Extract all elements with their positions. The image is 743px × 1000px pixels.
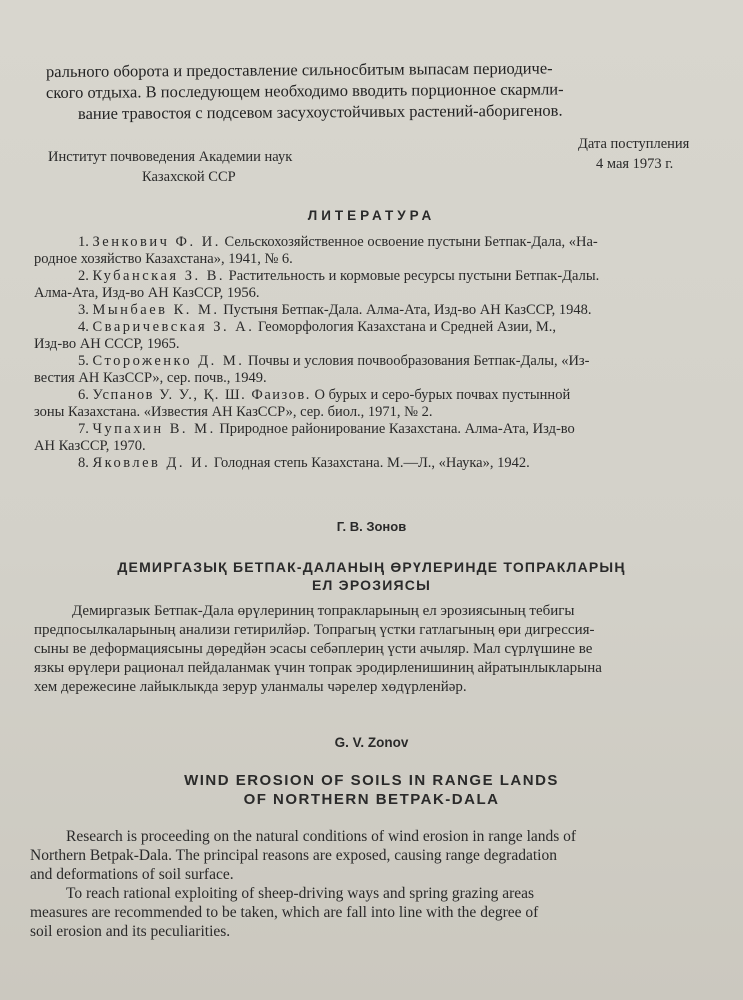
english-abstract-line-2: Northern Betpak-Dala. The principal reasons are exposed, causing range degradation bbox=[30, 847, 557, 864]
reference-author: Успанов У. У., Қ. Ш. Фаизов. bbox=[92, 387, 311, 403]
reference-8-line-1 bbox=[78, 455, 530, 472]
reference-number: 1. bbox=[78, 234, 89, 250]
reference-7-line-2: АН КазССР, 1970. bbox=[34, 438, 146, 454]
reference-text: Голодная степь Казахстана. М.—Л., «Наука», 1942. bbox=[213, 455, 530, 471]
english-abstract-line-4: To reach rational exploiting of sheep-driving ways and spring grazing areas bbox=[66, 885, 535, 902]
reference-1-line-1 bbox=[78, 234, 598, 251]
turkmen-abstract-line-3: сыны ве деформациясыны дөредйән эсасы себәплериң үсти ачыляр. Мал сүрлүшине ве bbox=[34, 641, 593, 657]
reference-number: 8. bbox=[78, 455, 89, 471]
reference-number: 7. bbox=[78, 421, 89, 437]
reference-number: 5. bbox=[78, 353, 89, 369]
reference-text: Природное районирование Казахстана. Алма-Ата, Изд-во bbox=[219, 421, 575, 437]
turkmen-abstract-line-4: язкы өрүлери рационал пейдаланмак үчин топрак эродирленишиниң айратынлыкларына bbox=[34, 660, 602, 676]
reference-6-line-1 bbox=[78, 387, 570, 404]
reference-text: Растительность и кормовые ресурсы пустыни Бетпак-Далы. bbox=[228, 268, 600, 284]
english-abstract-line-6: soil erosion and its peculiarities. bbox=[30, 923, 231, 940]
reference-text: Геоморфология Казахстана и Средней Азии, М., bbox=[258, 319, 557, 335]
reference-author: Яковлев Д. И. bbox=[92, 455, 211, 471]
reference-text: Почвы и условия почвообразования Бетпак-Далы, «Из- bbox=[248, 353, 590, 369]
intro-line-3: вание травостоя с подсевом засухоустойчивых растений-аборигенов. bbox=[77, 100, 563, 123]
reference-5-line-2: вестия АН КазССР», сер. почв., 1949. bbox=[34, 370, 267, 386]
turkmen-abstract-line-1: Демиргазык Бетпак-Дала өрүлериниң топракларының ел эрозиясының тебигы bbox=[72, 603, 575, 619]
received-date: 4 мая 1973 г. bbox=[596, 156, 674, 172]
turkmen-author: Г. В. Зонов bbox=[336, 519, 407, 534]
received-label: Дата поступления bbox=[578, 136, 690, 152]
english-abstract-line-3: and deformations of soil surface. bbox=[30, 866, 234, 883]
literature-heading: ЛИТЕРАТУРА bbox=[307, 208, 436, 223]
reference-author: Зенкович Ф. И. bbox=[92, 234, 221, 250]
reference-number: 6. bbox=[78, 387, 89, 403]
reference-author: Мынбаев К. М. bbox=[92, 302, 220, 318]
reference-3-line-1 bbox=[78, 302, 591, 319]
reference-author: Стороженко Д. М. bbox=[92, 353, 245, 369]
affiliation-line-2: Казахской ССР bbox=[142, 169, 236, 185]
reference-5-line-1 bbox=[78, 353, 590, 370]
reference-number: 2. bbox=[78, 268, 89, 284]
reference-6-line-2: зоны Казахстана. «Известия АН КазССР», сер. биол., 1971, № 2. bbox=[34, 404, 433, 420]
reference-text: Сельскохозяйственное освоение пустыни Бетпак-Дала, «На- bbox=[224, 234, 598, 250]
reference-4-line-2: Изд-во АН СССР, 1965. bbox=[34, 336, 180, 352]
english-author: G. V. Zonov bbox=[334, 735, 409, 750]
english-title-line-1: WIND EROSION OF SOILS IN RANGE LANDS bbox=[184, 772, 559, 789]
english-abstract-line-5: measures are recommended to be taken, which are fall into line with the degree of bbox=[30, 904, 539, 921]
intro-line-2: ского отдыха. В последующем необходимо вводить порционное скармли- bbox=[45, 79, 564, 102]
turkmen-abstract-line-5: хем дережесине лайыклыкда зерур уланмалы чәрелер хөдүрленйәр. bbox=[34, 679, 467, 695]
reference-number: 3. bbox=[78, 302, 89, 318]
reference-2-line-2: Алма-Ата, Изд-во АН КазССР, 1956. bbox=[34, 285, 260, 301]
reference-text: О бурых и серо-бурых почвах пустынной bbox=[314, 387, 571, 403]
intro-line-1: рального оборота и предоставление сильносбитым выпасам периодиче- bbox=[45, 58, 553, 81]
reference-7-line-1 bbox=[78, 421, 575, 438]
turkmen-abstract-line-2: предпосылкаларының анализи гетирилйәр. Топрагың үстки гатлагының өри дигрессия- bbox=[34, 622, 595, 638]
turkmen-title-line-1: ДЕМИРГАЗЫҚ БЕТПАК-ДАЛАНЫҢ ӨРҮЛЕРИНДЕ ТОПРАКЛАРЫҢ bbox=[117, 559, 626, 575]
reference-1-line-2: родное хозяйство Казахстана», 1941, № 6. bbox=[34, 251, 293, 267]
english-abstract-line-1: Research is proceeding on the natural conditions of wind erosion in range lands of bbox=[66, 828, 577, 845]
turkmen-title-line-2: ЕЛ ЭРОЗИЯСЫ bbox=[312, 577, 431, 593]
reference-author: Чупахин В. М. bbox=[92, 421, 216, 437]
english-title-line-2: OF NORTHERN BETPAK-DALA bbox=[243, 791, 500, 808]
reference-author: Кубанская З. В. bbox=[92, 268, 226, 284]
reference-author: Сваричевская З. А. bbox=[92, 319, 255, 335]
reference-4-line-1 bbox=[78, 319, 556, 336]
reference-number: 4. bbox=[78, 319, 89, 335]
affiliation-line-1: Институт почвоведения Академии наук bbox=[48, 149, 293, 165]
reference-2-line-1 bbox=[78, 268, 599, 285]
reference-text: Пустыня Бетпак-Дала. Алма-Ата, Изд-во АН КазССР, 1948. bbox=[223, 302, 592, 318]
